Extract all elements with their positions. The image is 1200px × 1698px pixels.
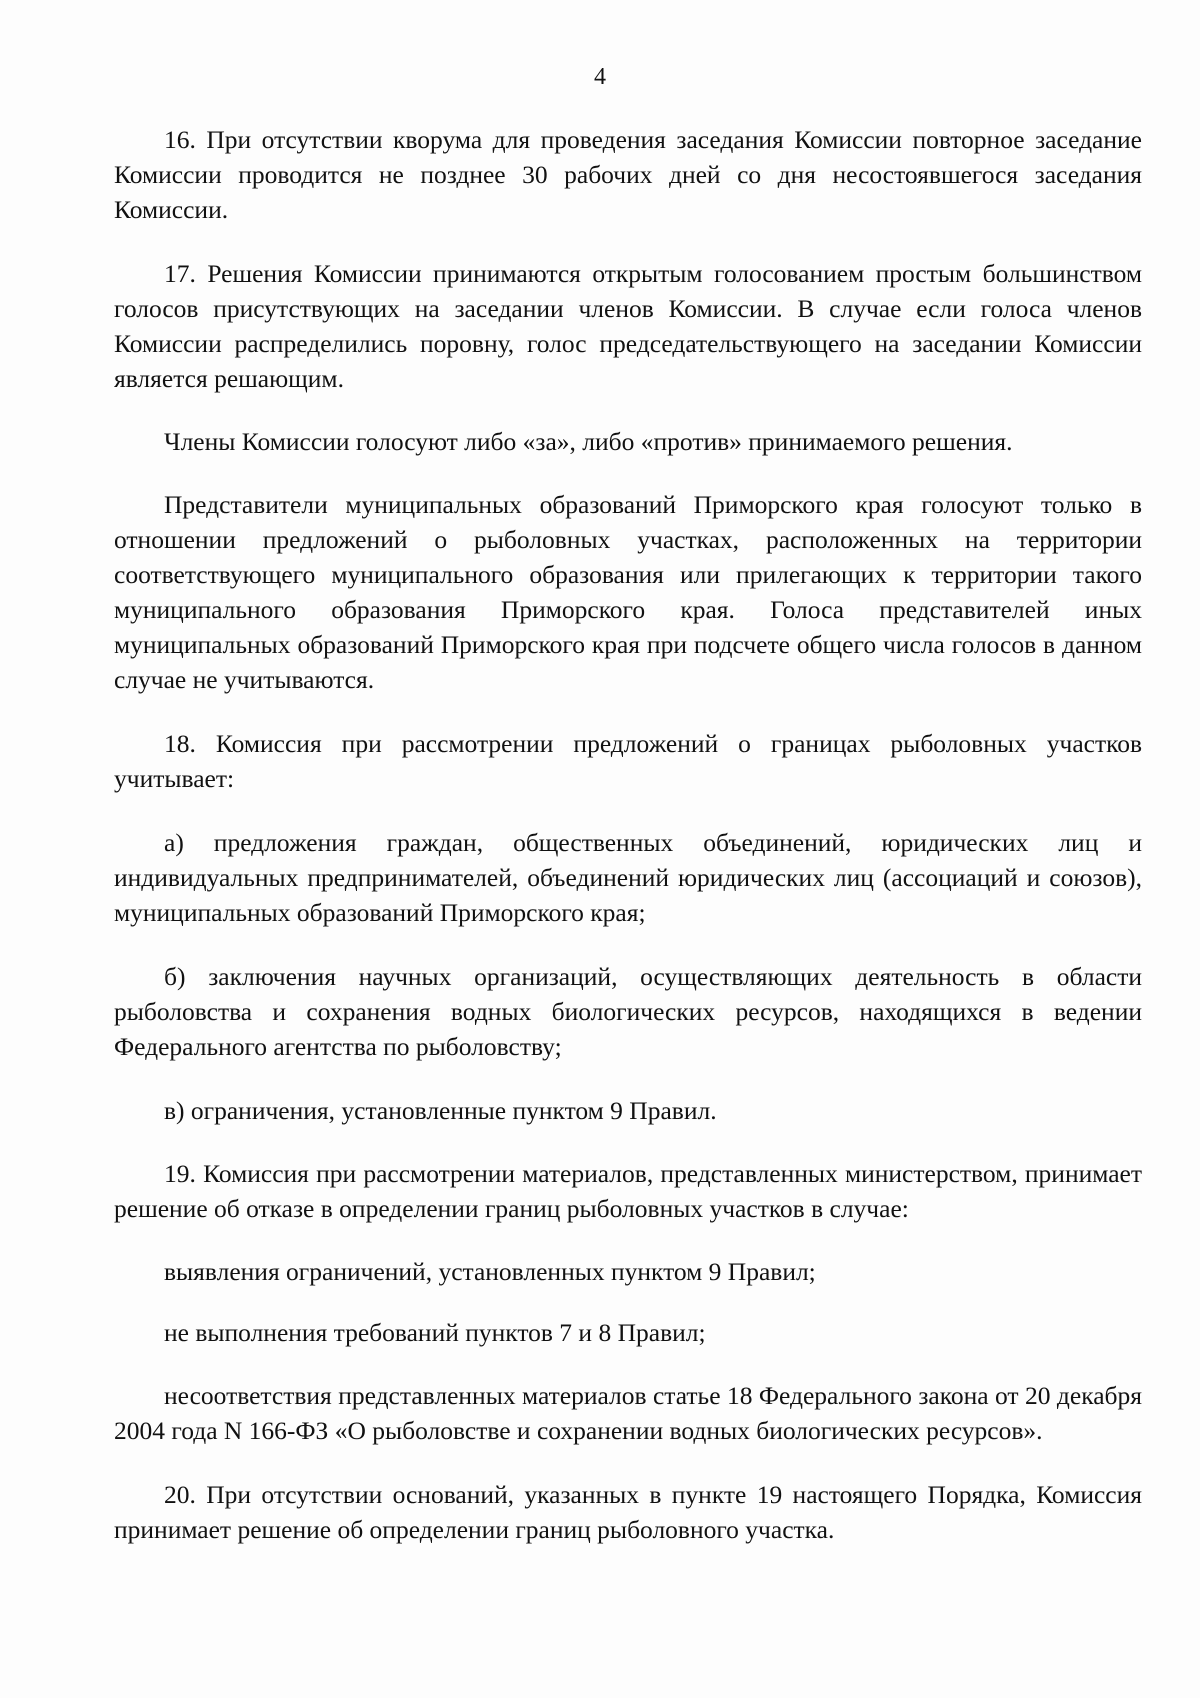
- paragraph-16: 16. При отсутствии кворума для проведения заседания Комиссии повторное заседание Комиссии проводится не позднее 30 рабочих дней со дня несостоявшегося заседания Комиссии.: [114, 125, 1142, 224]
- paragraph-19-item-1: выявления ограничений, установленных пунктом 9 Правил;: [164, 1257, 816, 1286]
- paragraph-18: 18. Комиссия при рассмотрении предложений о границах рыболовных участков учитывает:: [114, 729, 1142, 793]
- paragraph-19: 19. Комиссия при рассмотрении материалов, представленных министерством, принимает решение об отказе в определении границ рыболовных участков в случае:: [114, 1159, 1142, 1223]
- document-body: [114, 122, 1142, 1547]
- paragraph-19-item-3: несоответствия представленных материалов статье 18 Федерального закона от 20 декабря 2004 года N 166-ФЗ «О рыболовстве и сохранении водных биологических ресурсов».: [114, 1381, 1142, 1445]
- paragraph-voting: Члены Комиссии голосуют либо «за», либо «против» принимаемого решения.: [164, 427, 1013, 456]
- paragraph-20: 20. При отсутствии оснований, указанных в пункте 19 настоящего Порядка, Комиссия принимает решение об определении границ рыболовного участка.: [114, 1480, 1142, 1544]
- paragraph-17: 17. Решения Комиссии принимаются открытым голосованием простым большинством голосов присутствующих на заседании членов Комиссии. В случае если голоса членов Комиссии распределились поровну, голос председательствующего на заседании Комиссии является решающим.: [114, 259, 1142, 393]
- paragraph-representatives: Представители муниципальных образований Приморского края голосуют только в отношении предложений о рыболовных участках, расположенных на территории соответствующего муниципального образования или прилегающих к территории такого муниципального образования Приморского края. Голоса представителей иных муниципальных образований Приморского края при подсчете общего числа голосов в данном случае не учитываются.: [114, 490, 1142, 694]
- page-number: 4: [594, 64, 606, 90]
- paragraph-18a: а) предложения граждан, общественных объединений, юридических лиц и индивидуальных предпринимателей, объединений юридических лиц (ассоциаций и союзов), муниципальных образований Приморского края;: [114, 828, 1142, 927]
- paragraph-18b: б) заключения научных организаций, осуществляющих деятельность в области рыболовства и сохранения водных биологических ресурсов, находящихся в ведении Федерального агентства по рыболовству;: [114, 962, 1142, 1061]
- paragraph-18v: в) ограничения, установленные пунктом 9 Правил.: [164, 1096, 717, 1125]
- paragraph-19-item-2: не выполнения требований пунктов 7 и 8 Правил;: [164, 1318, 706, 1347]
